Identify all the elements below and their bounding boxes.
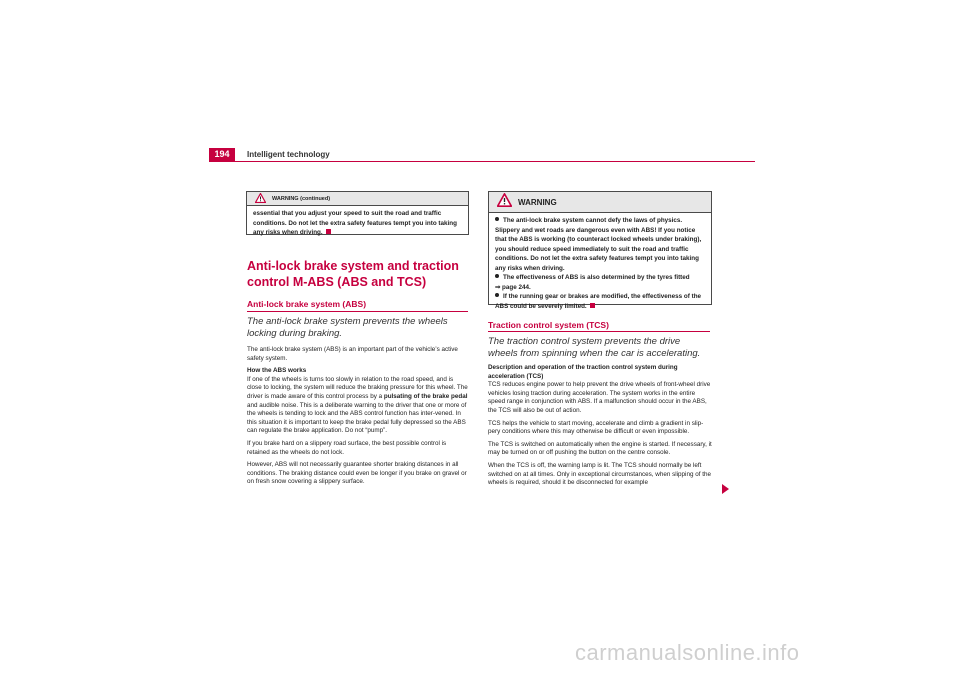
abs-warning-box	[488, 191, 712, 310]
abs-p2-start: If one of the wheels is turns too slowly in relation to the road speed, and is close to locking, the system will reduce the braking pressure for this wheel. The driver is made aware of this control process by a	[247, 375, 468, 400]
tcs-paragraph-2: TCS helps the vehicle to start moving, accelerate and climb a gradient in slip-pery conditions where this may otherwise be difficult or even impossible.	[488, 419, 704, 436]
warning-triangle-icon	[255, 190, 266, 208]
abs-p2-emphasis: pulsating of the brake pedal	[383, 392, 468, 400]
tcs-paragraph-4: When the TCS is off, the warning lamp is lit. The TCS should normally be left switched on at all times. Only in exceptional circumstances, when slipping of the wheels is required, should it be disconnected for example	[488, 461, 711, 487]
tcs-heading-rule	[488, 331, 710, 332]
page-number: 194	[214, 149, 230, 159]
warning-continued-header	[247, 192, 468, 206]
section-end-marker	[326, 229, 331, 234]
abs-warning-body	[489, 213, 711, 315]
bullet-icon	[495, 293, 499, 297]
tcs-subheading: Description and operation of the traction control system during acceleration (TCS)	[488, 364, 678, 380]
header-rule	[209, 161, 755, 162]
abs-heading: Anti-lock brake system (ABS)	[247, 299, 367, 309]
main-heading: Anti-lock brake system and traction control M-ABS (ABS and TCS)	[247, 259, 459, 289]
abs-heading-rule	[247, 311, 468, 312]
abs-intro: The anti-lock brake system prevents the wheels locking during braking.	[247, 316, 448, 339]
abs-subheading: How the ABS works	[247, 367, 307, 375]
bullet-icon	[495, 217, 499, 221]
abs-paragraph-4: However, ABS will not necessarily guarantee shorter braking distances in all conditions. The braking distance could even be longer if you brake on gravel or on fresh snow covering a slippery surface.	[247, 461, 467, 486]
abs-warning-item-1-text: The anti-lock brake system cannot defy the laws of physics. Slippery and wet roads are dangerous even with ABS! If you notice that the ABS is working (to counteract locked wheels under braking), you should reduce speed immediately to suit the road and traffic conditions. Do not let the extra safety features tempt you into taking any risks when driving.	[495, 217, 702, 272]
warning-continued-title: WARNING (continued)	[272, 195, 331, 202]
abs-warning-item-2-text: The effectiveness of ABS is also determined by the tyres fitted	[503, 274, 690, 281]
warning-continued-box	[246, 191, 469, 235]
tcs-paragraph-1: TCS reduces engine power to help prevent the drive wheels of front-wheel drive vehicles losing traction during acceleration. The system works in the entire speed range in conjunction with ABS. If a malfunction should occur in the ABS, the TCS will also be out of action.	[488, 381, 711, 414]
abs-warning-item-3-text: If the running gear or brakes are modified, the effectiveness of the ABS could be severely limited.	[495, 293, 702, 310]
abs-warning-title: WARNING	[518, 197, 557, 207]
warning-triangle-icon	[497, 193, 512, 212]
page-reference-link[interactable]: ⇒ page 244.	[495, 283, 531, 291]
abs-warning-item-1	[495, 216, 705, 273]
abs-warning-item-2	[495, 273, 705, 292]
tcs-heading: Traction control system (TCS)	[488, 320, 609, 330]
abs-paragraph-3: If you brake hard on a slippery road surface, the best possible control is retained as the wheels do not lock.	[247, 439, 447, 456]
tcs-paragraph-3: The TCS is switched on automatically when the engine is started. If necessary, it may be turned on or off pushing the button on the centre console.	[488, 440, 712, 457]
watermark: carmanualsonline.info	[575, 640, 800, 665]
abs-warning-item-3	[495, 292, 705, 311]
abs-warning-header	[489, 192, 711, 213]
running-title: Intelligent technology	[247, 150, 330, 159]
abs-body	[247, 346, 469, 491]
tcs-intro: The traction control system prevents the drive wheels from spinning when the car is accelerating.	[488, 336, 701, 359]
abs-p2-end: and audible noise. This is a deliberate warning to the driver that one or more of the wheels is tending to lock and the ABS control function has inter-vened. In this situation it is important to keep the brake pedal fully depressed so the ABS can regulate the brake application. Do not “pump”.	[247, 401, 467, 435]
continue-arrow-icon	[722, 484, 729, 494]
warning-continued-text: essential that you adjust your speed to suit the road and traffic conditions. Do not let the extra safety features tempt you into taking any risks when driving.	[253, 210, 457, 236]
abs-paragraph-1: The anti-lock brake system (ABS) is an important part of the vehicle’s active safety system.	[247, 346, 458, 362]
abs-paragraph-2	[247, 376, 469, 436]
warning-continued-text-block	[247, 206, 468, 242]
tcs-body	[488, 364, 712, 492]
section-end-marker	[590, 303, 595, 308]
bullet-icon	[495, 274, 499, 278]
